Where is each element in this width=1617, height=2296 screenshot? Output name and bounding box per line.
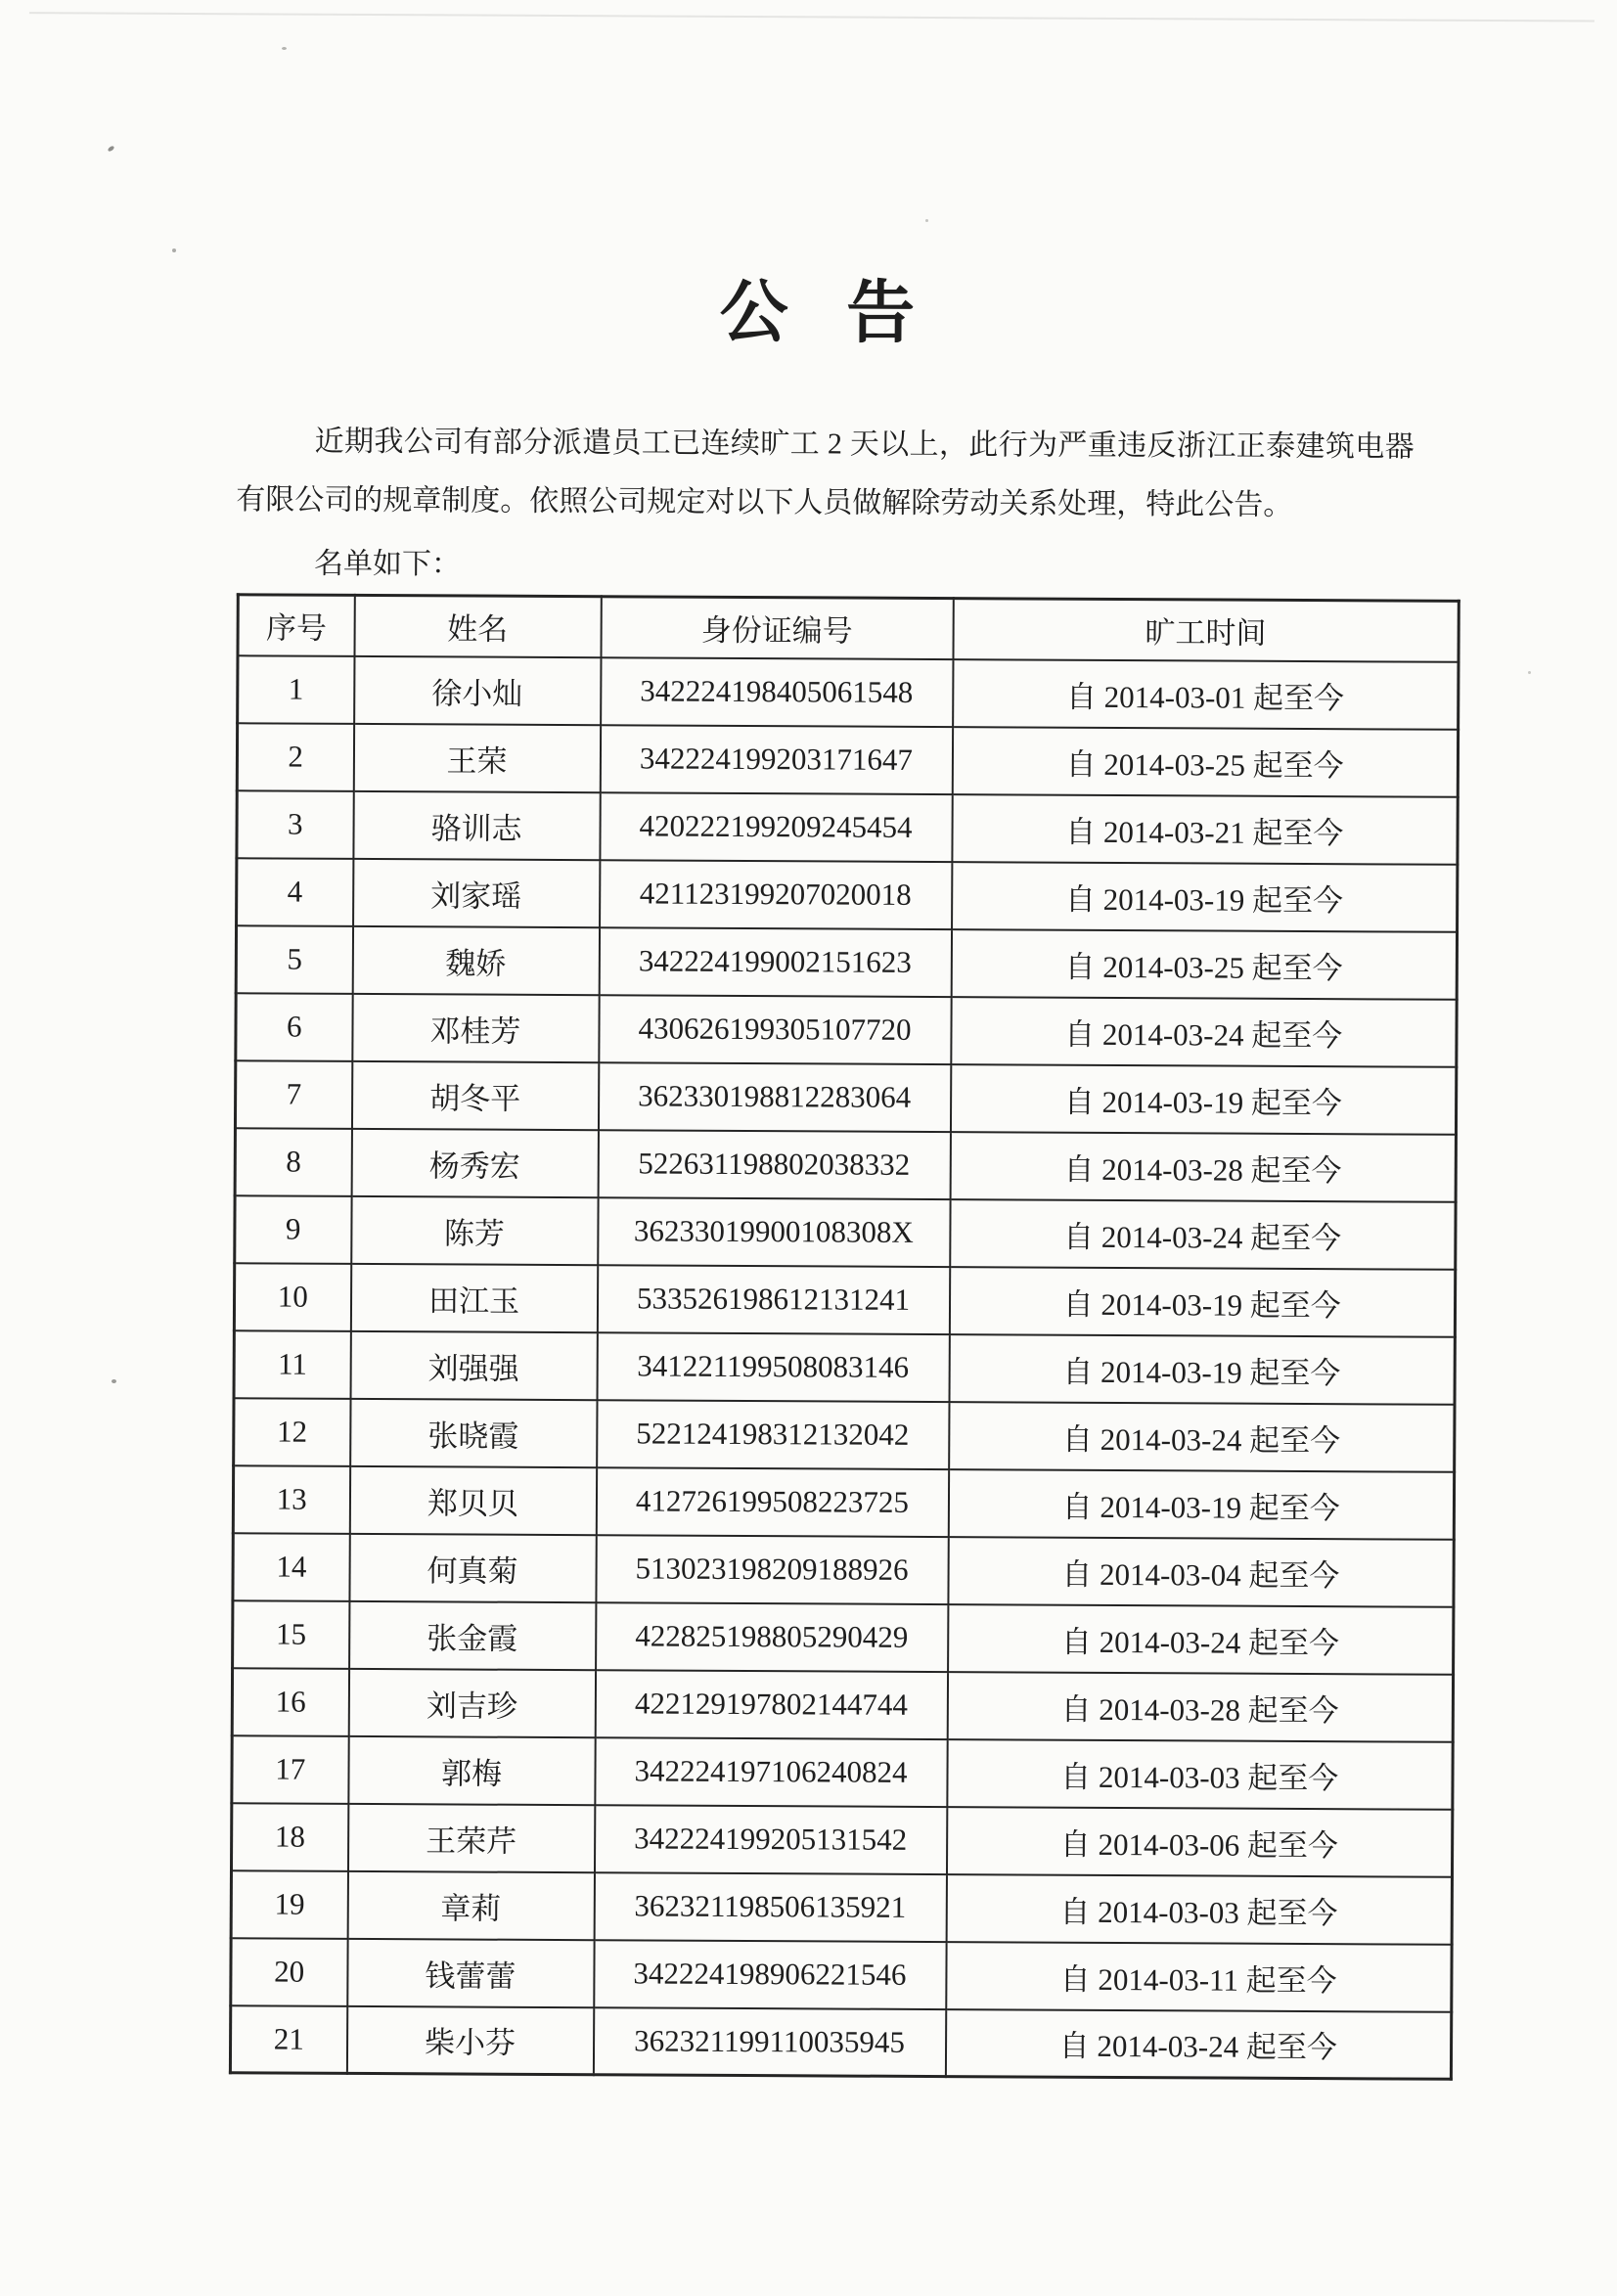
cell-id-number: 362321198506135921: [594, 1872, 946, 1942]
cell-absence-period: 自 2014-03-28 起至今: [947, 1672, 1453, 1742]
table-row: [233, 1533, 1454, 1607]
table-row: [231, 1938, 1452, 2012]
cell-name: 张晓霞: [350, 1398, 597, 1466]
cell-serial: 14: [233, 1533, 349, 1601]
cell-serial: 8: [235, 1128, 351, 1196]
table-row: [231, 1803, 1452, 1877]
cell-name: 柴小芬: [346, 2005, 593, 2074]
cell-serial: 18: [231, 1803, 347, 1871]
cell-name: 邓桂芳: [352, 993, 599, 1061]
cell-serial: 4: [237, 858, 353, 926]
table-row: [235, 1195, 1456, 1270]
cell-serial: 20: [231, 1938, 347, 2006]
scan-speck: [172, 248, 176, 252]
cell-serial: 9: [235, 1195, 351, 1264]
table-row: [234, 1330, 1455, 1405]
cell-name: 骆训志: [353, 790, 600, 859]
cell-name: 徐小灿: [354, 655, 601, 724]
page-title-text: 公 告: [719, 275, 917, 352]
cell-serial: 16: [232, 1668, 348, 1736]
cell-absence-period: 自 2014-03-03 起至今: [946, 1874, 1452, 1945]
table-row: [234, 1263, 1455, 1337]
cell-id-number: 513023198209188926: [596, 1535, 948, 1604]
cell-absence-period: 自 2014-03-19 起至今: [948, 1469, 1454, 1540]
cell-name: 田江玉: [350, 1263, 597, 1331]
table-row: [236, 925, 1457, 1000]
header-row: [238, 595, 1459, 662]
cell-id-number: 342224198405061548: [601, 657, 953, 727]
cell-serial: 7: [235, 1060, 351, 1129]
cell-absence-period: 自 2014-03-19 起至今: [950, 1064, 1456, 1135]
cell-serial: 3: [237, 790, 353, 859]
cell-name: 陈芳: [351, 1195, 598, 1264]
col-header-serial: 序号: [238, 595, 354, 656]
cell-name: 郭梅: [348, 1735, 595, 1804]
table-row: [238, 655, 1459, 730]
col-header-absence: 旷工时间: [953, 599, 1459, 662]
cell-absence-period: 自 2014-03-11 起至今: [946, 1942, 1452, 2012]
cell-id-number: 522124198312132042: [597, 1400, 949, 1469]
cell-absence-period: 自 2014-03-19 起至今: [949, 1334, 1455, 1405]
cell-absence-period: 自 2014-03-24 起至今: [948, 1604, 1454, 1675]
cell-absence-period: 自 2014-03-03 起至今: [947, 1739, 1453, 1810]
cell-absence-period: 自 2014-03-06 起至今: [946, 1807, 1452, 1877]
cell-name: 杨秀宏: [351, 1128, 598, 1196]
cell-id-number: 362321199110035945: [593, 2007, 945, 2077]
cell-id-number: 342224199205131542: [594, 1805, 946, 1874]
cell-id-number: 342224199002151623: [599, 927, 951, 997]
cell-id-number: 430626199305107720: [599, 995, 951, 1064]
cell-serial: 1: [238, 655, 354, 724]
cell-serial: 11: [234, 1330, 350, 1399]
cell-absence-period: 自 2014-03-04 起至今: [948, 1537, 1454, 1607]
scan-speck: [282, 47, 287, 50]
table-row: [231, 1870, 1452, 1945]
cell-absence-period: 自 2014-03-19 起至今: [949, 1267, 1455, 1337]
table-row: [230, 2005, 1451, 2080]
table-row: [235, 1060, 1456, 1135]
cell-name: 王荣芹: [347, 1803, 594, 1871]
table-row: [236, 993, 1457, 1067]
cell-absence-period: 自 2014-03-01 起至今: [953, 659, 1459, 730]
cell-name: 刘家瑶: [353, 858, 600, 926]
roster-rows: [230, 655, 1459, 2080]
cell-id-number: 533526198612131241: [597, 1265, 949, 1334]
cell-absence-period: 自 2014-03-24 起至今: [945, 2009, 1451, 2080]
dismissal-roster-table: [229, 593, 1460, 2081]
cell-name: 何真菊: [349, 1533, 596, 1601]
table-row: [233, 1465, 1454, 1540]
col-header-id: 身份证编号: [601, 597, 953, 659]
cell-name: 刘吉珍: [348, 1668, 595, 1736]
table-row: [237, 723, 1458, 797]
cell-id-number: 342224198906221546: [594, 1940, 946, 2009]
cell-serial: 21: [230, 2005, 346, 2074]
cell-id-number: 421123199207020018: [600, 860, 952, 929]
cell-id-number: 342224197106240824: [595, 1737, 947, 1807]
cell-id-number: 342224199203171647: [600, 725, 952, 794]
scan-speck: [1528, 671, 1531, 674]
cell-id-number: 362330198812283064: [598, 1062, 950, 1132]
cell-serial: 13: [233, 1465, 349, 1534]
scan-edge-artifact: [29, 12, 1595, 22]
cell-name: 王荣: [353, 723, 600, 791]
col-header-name: 姓名: [354, 595, 601, 656]
table-row: [235, 1128, 1456, 1202]
page-title: [0, 274, 1616, 355]
announcement-body: [236, 412, 1415, 599]
cell-serial: 2: [237, 723, 353, 791]
cell-id-number: 36233019900108308X: [598, 1197, 950, 1267]
cell-serial: 5: [236, 925, 352, 994]
cell-absence-period: 自 2014-03-21 起至今: [952, 794, 1458, 865]
cell-id-number: 412726199508223725: [596, 1467, 948, 1537]
cell-serial: 19: [231, 1870, 347, 1939]
cell-name: 胡冬平: [351, 1060, 598, 1129]
scan-speck: [925, 219, 928, 222]
cell-id-number: 341221199508083146: [597, 1332, 949, 1402]
cell-absence-period: 自 2014-03-19 起至今: [952, 862, 1458, 932]
cell-name: 钱蕾蕾: [347, 1938, 594, 2006]
announcement-paragraph: 近期我公司有部分派遣员工已连续旷工 2 天以上，此行为严重违反浙江正泰建筑电器有限公司的规章制度。依照公司规定对以下人员做解除劳动关系处理，特此公告。: [236, 425, 1415, 521]
table-row: [237, 790, 1458, 865]
cell-absence-period: 自 2014-03-24 起至今: [949, 1402, 1455, 1472]
cell-serial: 10: [234, 1263, 350, 1331]
cell-id-number: 422129197802144744: [595, 1670, 947, 1739]
scan-speck: [112, 1379, 116, 1383]
cell-serial: 6: [236, 993, 352, 1061]
cell-id-number: 420222199209245454: [600, 792, 952, 862]
cell-absence-period: 自 2014-03-24 起至今: [950, 1199, 1456, 1270]
cell-name: 刘强强: [350, 1330, 597, 1399]
cell-id-number: 522631198802038332: [598, 1130, 950, 1199]
roster-header: [238, 595, 1459, 662]
table-row: [237, 858, 1458, 932]
cell-absence-period: 自 2014-03-28 起至今: [950, 1132, 1456, 1202]
cell-name: 郑贝贝: [349, 1465, 596, 1534]
cell-name: 魏娇: [352, 925, 599, 994]
cell-name: 张金霞: [349, 1600, 596, 1669]
list-intro: 名单如下：: [313, 547, 462, 581]
table-row: [232, 1735, 1453, 1810]
table-row: [232, 1668, 1453, 1742]
cell-absence-period: 自 2014-03-24 起至今: [951, 997, 1457, 1067]
table-row: [233, 1600, 1454, 1675]
cell-absence-period: 自 2014-03-25 起至今: [951, 929, 1457, 1000]
cell-serial: 17: [232, 1735, 348, 1804]
table-row: [234, 1398, 1455, 1472]
cell-serial: 12: [234, 1398, 350, 1466]
cell-serial: 15: [233, 1600, 349, 1669]
cell-name: 章莉: [347, 1870, 594, 1939]
cell-id-number: 422825198805290429: [596, 1602, 948, 1672]
cell-absence-period: 自 2014-03-25 起至今: [952, 727, 1458, 797]
